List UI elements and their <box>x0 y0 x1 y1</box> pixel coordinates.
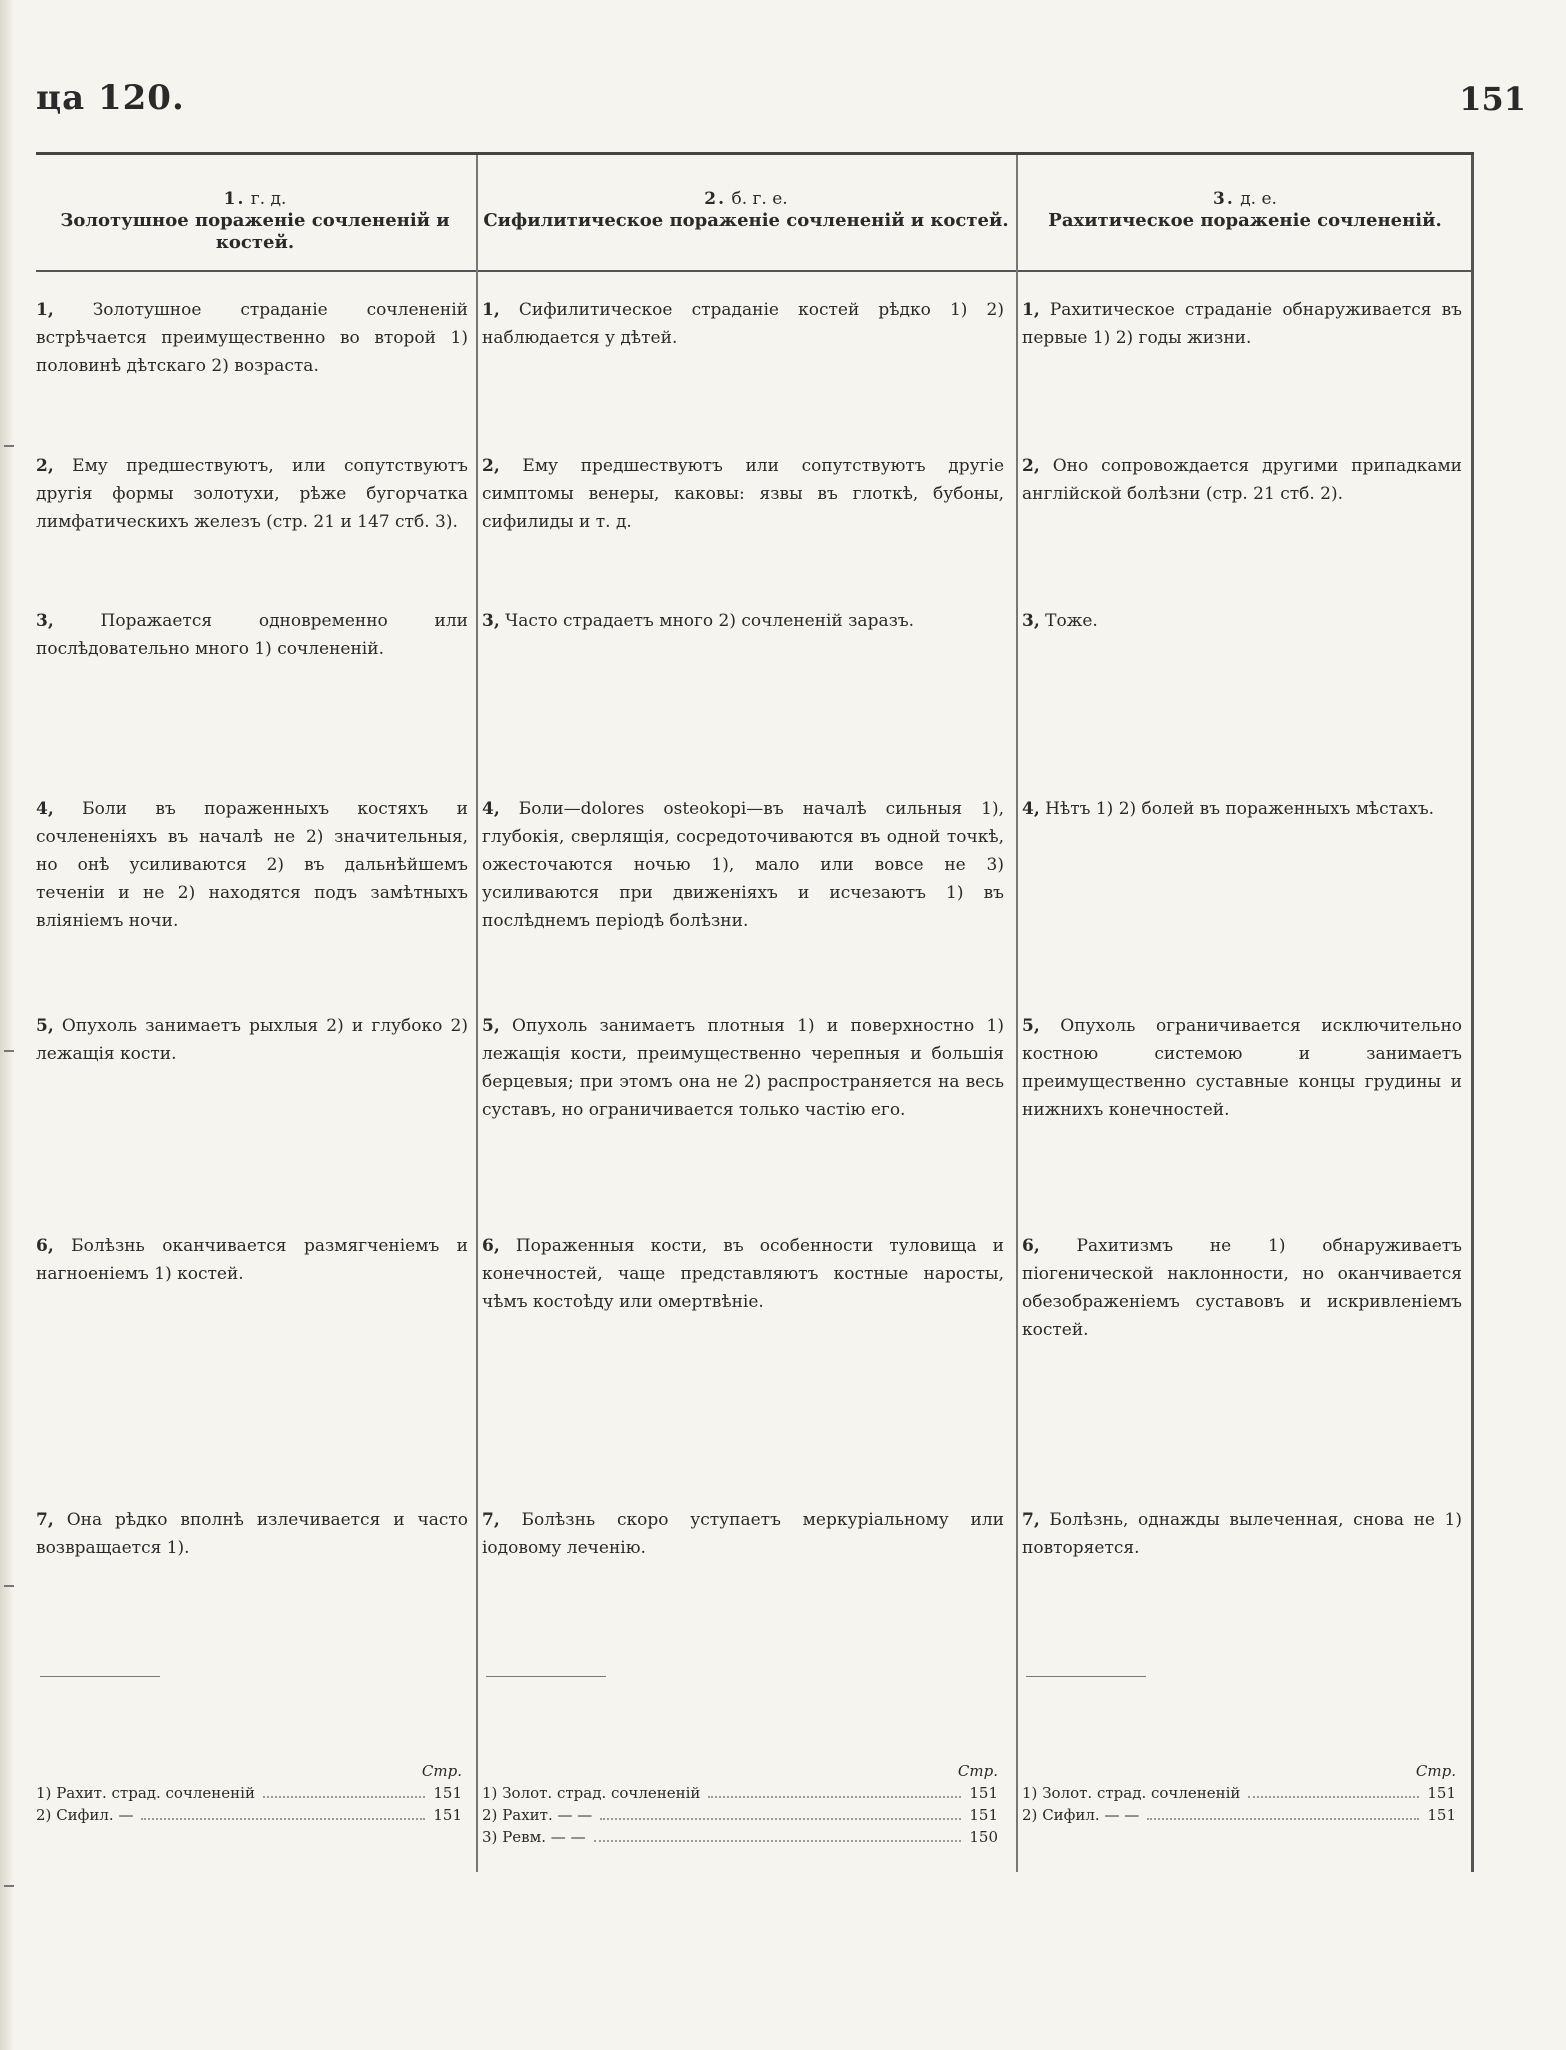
entry-number: 1, <box>1022 300 1040 320</box>
page-number: 151 <box>1459 80 1526 118</box>
column-title: Сифилитическое пораженіе сочлененій и костей. <box>483 210 1009 231</box>
dot-leader <box>1248 1782 1419 1798</box>
column-divider <box>476 155 478 1872</box>
entry <box>482 1232 1010 1316</box>
footnote-text: Золот. страд. сочлененій <box>502 1784 701 1802</box>
page-edge-shadow <box>0 0 14 2050</box>
dot-leader <box>1147 1804 1419 1820</box>
entry-text: Ему предшествуютъ, или сопутствуютъ другія формы золотухи, рѣже бугорчатка лимфатическихъ железъ (стр. 21 и 147 стб. 3). <box>36 456 468 532</box>
entry <box>1022 1506 1468 1562</box>
column-header <box>1022 188 1468 232</box>
footnote-text: Сифил. — — <box>1042 1806 1140 1824</box>
dot-leader <box>708 1782 961 1798</box>
footnote-page: 151 <box>969 1806 998 1824</box>
footnote-mark: 2) <box>482 1806 498 1824</box>
column-tag: б. г. е. <box>731 189 788 209</box>
dot-leader <box>141 1804 425 1820</box>
dot-leader <box>594 1826 962 1842</box>
entry-number: 7, <box>482 1510 500 1530</box>
column-title: Золотушное пораженіе сочлененій и костей. <box>60 210 450 253</box>
table-right-border <box>1471 155 1474 1872</box>
footnote <box>1022 1782 1456 1804</box>
footnote-page: 150 <box>969 1828 998 1846</box>
footnote-text: Сифил. — <box>56 1806 134 1824</box>
entry <box>36 452 474 536</box>
entry-text: Нѣтъ 1) 2) болей въ пораженныхъ мѣстахъ. <box>1045 799 1435 819</box>
entry-text: Боли—dolores osteokopi—въ началѣ сильныя 1), глубокія, сверлящія, сосредоточиваются въ одной точкѣ, ожесточаются ночью 1), мало или вовсе не 3) усиливаются при движеніяхъ и исчезаютъ 1) въ послѣднемъ періодѣ болѣзни. <box>482 799 1004 931</box>
footnote-page: 151 <box>1427 1784 1456 1802</box>
column-header <box>36 188 474 254</box>
entry-text: Болѣзнь скоро уступаетъ меркуріальному или іодовому леченію. <box>482 1510 1005 1558</box>
entry <box>482 607 1010 635</box>
entry <box>482 1506 1010 1562</box>
entry-text: Болѣзнь оканчивается размягченіемъ и нагноеніемъ 1) костей. <box>36 1236 468 1284</box>
footnote-page: 151 <box>433 1806 462 1824</box>
footnote-page: 151 <box>433 1784 462 1802</box>
entry-number: 1, <box>482 300 500 320</box>
dot-leader <box>600 1804 961 1820</box>
entry-text: Поражается одновременно или послѣдовательно много 1) сочлененій. <box>36 611 469 659</box>
entry-number: 7, <box>1022 1510 1040 1530</box>
footnote <box>1022 1804 1456 1826</box>
footnotes <box>1022 1760 1456 1826</box>
footnote-text: Золот. страд. сочлененій <box>1042 1784 1241 1802</box>
column-rachitic <box>1022 152 1468 1872</box>
margin-mark <box>4 1050 14 1052</box>
column-tag: д. е. <box>1240 189 1277 209</box>
footnote <box>482 1826 998 1848</box>
footnotes <box>36 1760 462 1826</box>
dot-leader <box>263 1782 425 1798</box>
entry-number: 6, <box>482 1236 500 1256</box>
entry-text: Опухоль занимаетъ рыхлыя 2) и глубоко 2) лежащія кости. <box>36 1016 468 1064</box>
entry-text: Оно сопровождается другими припадками англійской болѣзни (стр. 21 стб. 2). <box>1022 456 1463 504</box>
column-number: 1. <box>223 189 246 209</box>
entry-text: Золотушное страданіе сочлененій встрѣчается преимущественно во второй 1) половинѣ дѣтскаго 2) возраста. <box>36 300 469 376</box>
footnote-page: 151 <box>1427 1806 1456 1824</box>
footnote-separator <box>40 1676 160 1677</box>
entry-number: 1, <box>36 300 54 320</box>
footnote-page: 151 <box>969 1784 998 1802</box>
footnote-mark: 2) <box>1022 1806 1038 1824</box>
footnote-text: Ревм. — — <box>502 1828 586 1846</box>
entry <box>1022 452 1468 508</box>
entry <box>482 452 1010 536</box>
entry <box>36 1012 474 1068</box>
column-number: 3. <box>1213 189 1235 209</box>
entry-text: Боли въ пораженныхъ костяхъ и сочлененіяхъ въ началѣ не 2) значительныя, но онѣ усиливаются 2) въ дальнѣйшемъ теченіи и не 2) находятся подъ замѣтныхъ вліяніемъ ночи. <box>36 799 469 931</box>
footnote <box>36 1804 462 1826</box>
footnote-mark: 2) <box>36 1806 52 1824</box>
footnote-mark: 1) <box>482 1784 498 1802</box>
column-number: 2. <box>704 189 727 209</box>
entry-number: 5, <box>36 1016 54 1036</box>
entry-number: 2, <box>482 456 500 476</box>
entry-text: Рахитическое страданіе обнаруживается въ первые 1) 2) годы жизни. <box>1022 300 1462 348</box>
entry <box>1022 607 1468 635</box>
entry <box>482 296 1010 352</box>
footnote-separator <box>486 1676 606 1677</box>
entry-number: 3, <box>36 611 54 631</box>
entry-number: 6, <box>36 1236 54 1256</box>
margin-mark <box>4 1885 14 1887</box>
entry <box>1022 1012 1468 1124</box>
column-scrofulous <box>36 152 474 1872</box>
footnote-mark: 3) <box>482 1828 498 1846</box>
footnote-text: Рахит. страд. сочлененій <box>56 1784 255 1802</box>
footnote-page-label: Стр. <box>1415 1762 1456 1780</box>
entry-text: Опухоль ограничивается исключительно костною системою и занимаетъ преимущественно суставные концы грудины и нижнихъ конечностей. <box>1022 1016 1463 1120</box>
entry <box>482 1012 1010 1124</box>
entry-text: Часто страдаетъ много 2) сочлененій заразъ. <box>505 611 915 631</box>
column-title: Рахитическое пораженіе сочлененій. <box>1048 210 1442 231</box>
entry-number: 2, <box>36 456 54 476</box>
entry-number: 4, <box>482 799 500 819</box>
entry <box>1022 795 1468 823</box>
running-head: ца 120. <box>36 78 185 118</box>
footnote-separator <box>1026 1676 1146 1677</box>
entry-text: Болѣзнь, однажды вылеченная, снова не 1) повторяется. <box>1022 1510 1463 1558</box>
entry-text: Тоже. <box>1045 611 1098 631</box>
entry-text: Пораженныя кости, въ особенности туловища и конечностей, чаще представляютъ костные наросты, чѣмъ костоѣду или омертвѣніе. <box>482 1236 1005 1312</box>
footnote <box>482 1782 998 1804</box>
footnote <box>36 1782 462 1804</box>
entry <box>36 1232 474 1288</box>
column-header <box>482 188 1010 232</box>
entry-number: 7, <box>36 1510 54 1530</box>
column-syphilitic <box>482 152 1010 1872</box>
entry <box>36 296 474 380</box>
entry <box>1022 1232 1468 1344</box>
footnote-mark: 1) <box>1022 1784 1038 1802</box>
entry-text: Ему предшествуютъ или сопутствуютъ другіе симптомы венеры, каковы: язвы въ глоткѣ, бубоны, сифилиды и т. д. <box>482 456 1005 532</box>
entry <box>36 607 474 663</box>
entry-text: Рахитизмъ не 1) обнаруживаетъ піогенической наклонности, но оканчивается обезображеніемъ суставовъ и искривленіемъ костей. <box>1022 1236 1462 1340</box>
entry <box>36 1506 474 1562</box>
entry-text: Она рѣдко вполнѣ излечивается и часто возвращается 1). <box>36 1510 469 1558</box>
footnote-mark: 1) <box>36 1784 52 1802</box>
footnote-text: Рахит. — — <box>502 1806 593 1824</box>
margin-mark <box>4 445 14 447</box>
footnote-page-label: Стр. <box>957 1762 998 1780</box>
footnote <box>482 1804 998 1826</box>
entry-number: 6, <box>1022 1236 1040 1256</box>
entry-number: 5, <box>1022 1016 1040 1036</box>
column-tag: г. д. <box>250 189 287 209</box>
entry-text: Сифилитическое страданіе костей рѣдко 1) 2) наблюдается у дѣтей. <box>482 300 1005 348</box>
entry <box>1022 296 1468 352</box>
entry-number: 2, <box>1022 456 1040 476</box>
entry-number: 4, <box>1022 799 1040 819</box>
footnotes <box>482 1760 998 1848</box>
entry <box>36 795 474 935</box>
column-divider <box>1016 155 1018 1872</box>
comparison-table <box>36 152 1474 1872</box>
entry-text: Опухоль занимаетъ плотныя 1) и поверхностно 1) лежащія кости, преимущественно черепныя и большія берцевыя; при этомъ она не 2) распространяется на весь суставъ, но ограничивается только частію его. <box>482 1016 1004 1120</box>
entry-number: 3, <box>1022 611 1040 631</box>
entry-number: 5, <box>482 1016 500 1036</box>
entry <box>482 795 1010 935</box>
margin-mark <box>4 1585 14 1587</box>
entry-number: 3, <box>482 611 500 631</box>
footnote-page-label: Стр. <box>421 1762 462 1780</box>
entry-number: 4, <box>36 799 54 819</box>
